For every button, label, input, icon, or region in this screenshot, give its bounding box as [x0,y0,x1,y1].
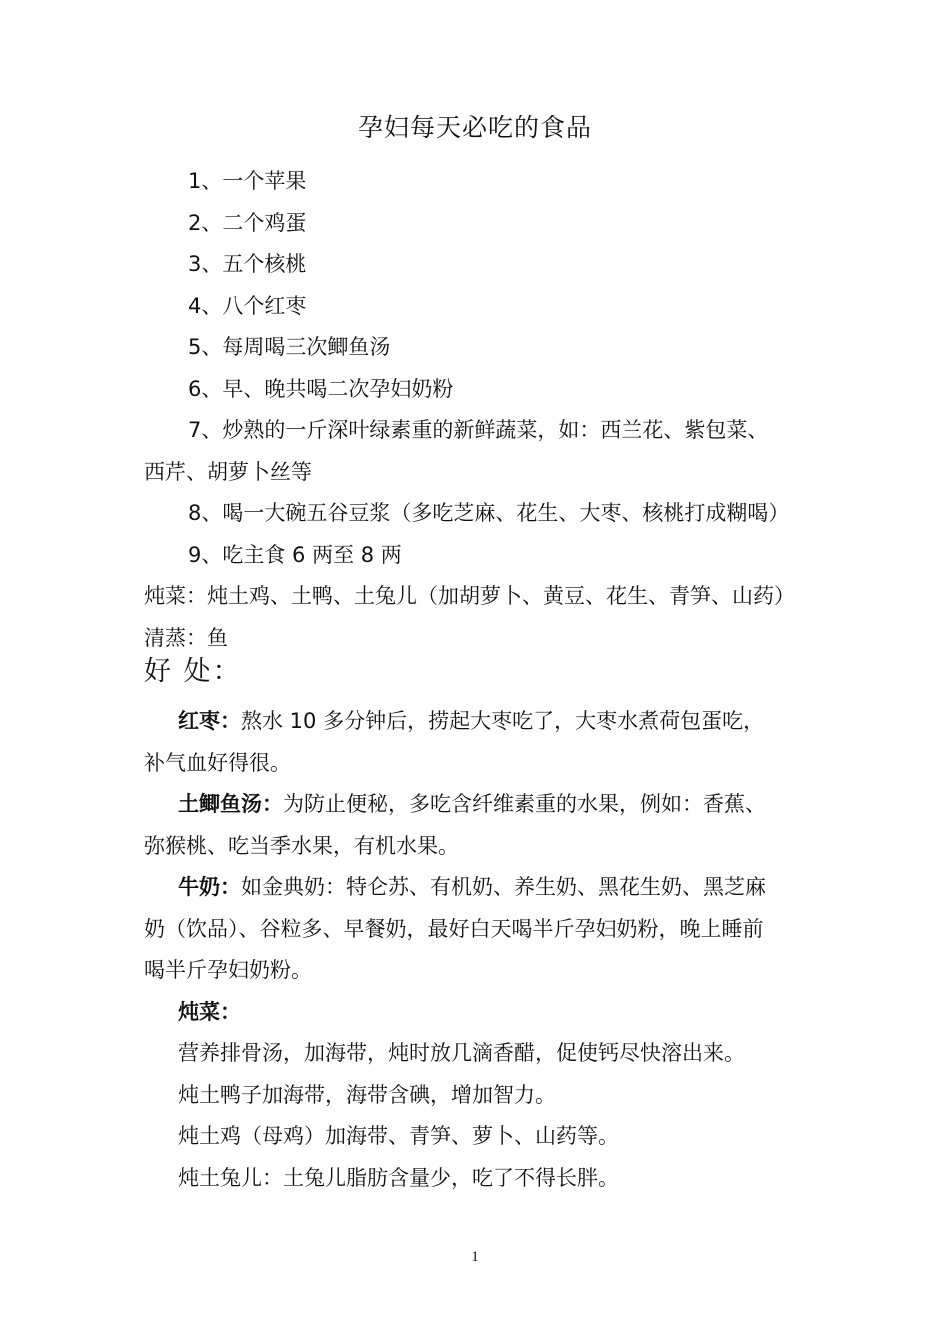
paragraph-fish [178,789,766,819]
paragraph-dates [178,706,764,736]
fish-label: 土鲫鱼汤： [178,792,283,816]
milk-label: 牛奶： [178,875,241,899]
list-item: 9、吃主食 6 两至 8 两 [188,543,402,567]
page-title: 孕妇每天必吃的食品 [357,113,592,142]
stew-item: 营养排骨汤，加海带，炖时放几滴香醋，促使钙尽快溶出来。 [178,1041,745,1065]
paragraph-dates-cont: 补气血好得很。 [144,751,291,775]
dates-label: 红枣： [178,709,241,733]
steam-line: 清蒸：鱼 [144,626,228,650]
list-item-continuation: 西芹、胡萝卜丝等 [144,460,312,484]
list-item: 3、五个核桃 [188,252,307,276]
list-item: 7、炒熟的一斤深叶绿素重的新鲜蔬菜，如：西兰花、紫包菜、 [188,418,769,442]
stew-label: 炖菜： [178,1000,241,1024]
paragraph-milk-cont: 奶（饮品）、谷粒多、早餐奶，最好白天喝半斤孕妇奶粉，晚上睡前 [144,917,764,941]
page-number: 1 [471,1249,479,1265]
paragraph-milk-cont: 喝半斤孕妇奶粉。 [144,958,312,982]
stew-item: 炖土鸡（母鸡）加海带、青笋、萝卜、山药等。 [178,1124,619,1148]
list-item: 4、八个红枣 [188,294,307,318]
benefits-heading: 好 处： [144,656,242,687]
stew-item: 炖土兔儿：土兔儿脂肪含量少，吃了不得长胖。 [178,1166,619,1190]
list-item: 1、一个苹果 [188,169,307,193]
list-item: 6、早、晚共喝二次孕妇奶粉 [188,377,454,401]
milk-text: 如金典奶：特仑苏、有机奶、养生奶、黑花生奶、黑芝麻 [241,875,766,899]
fish-text: 为防止便秘，多吃含纤维素重的水果，例如：香蕉、 [283,792,766,816]
list-item: 8、喝一大碗五谷豆浆（多吃芝麻、花生、大枣、核桃打成糊喝） [188,501,790,525]
stew-line: 炖菜：炖土鸡、土鸭、土兔儿（加胡萝卜、黄豆、花生、青笋、山药） [144,584,795,608]
list-item: 5、每周喝三次鲫鱼汤 [188,335,391,359]
list-item: 2、二个鸡蛋 [188,211,307,235]
stew-item: 炖土鸭子加海带，海带含碘，增加智力。 [178,1083,556,1107]
dates-text: 熬水 10 多分钟后，捞起大枣吃了，大枣水煮荷包蛋吃， [241,709,765,733]
paragraph-milk [178,872,766,902]
paragraph-fish-cont: 弥猴桃、吃当季水果，有机水果。 [144,834,459,858]
